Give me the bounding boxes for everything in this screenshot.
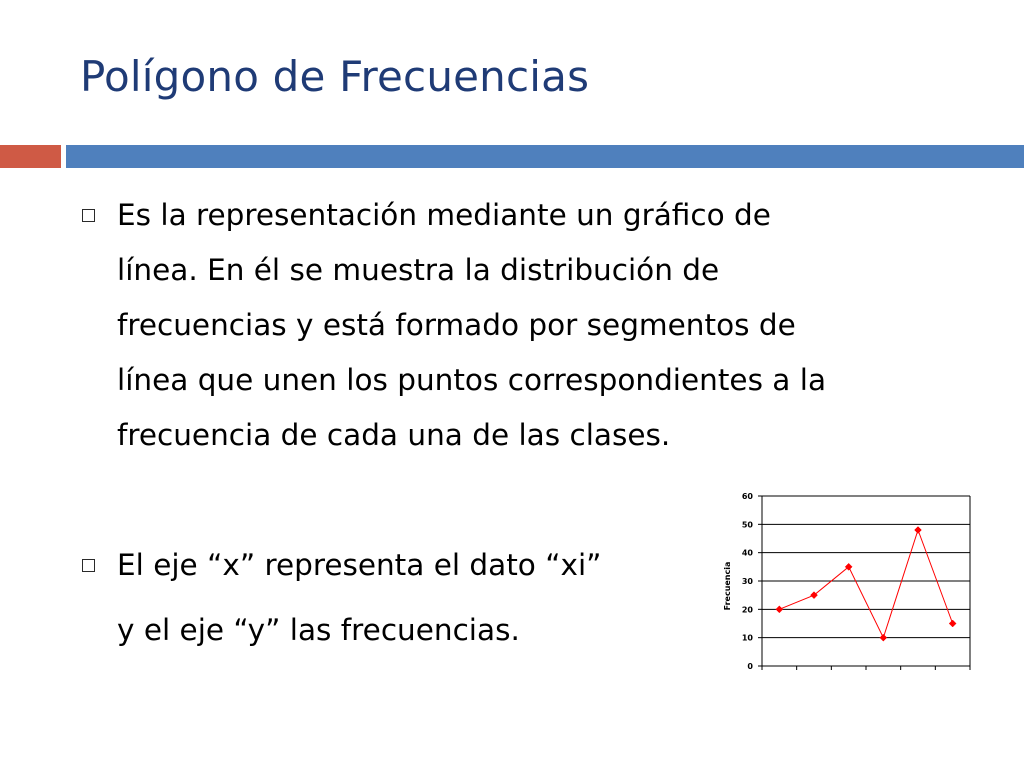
- y-tick-label: 60: [741, 492, 753, 501]
- bullet-1-line-4: línea que unen los puntos correspondientes a la: [117, 363, 827, 397]
- title-accent-bar-left: [0, 145, 61, 168]
- bullet-2-line-2: y el eje “y” las frecuencias.: [117, 613, 520, 647]
- y-tick-label: 50: [741, 520, 753, 530]
- bullet-1-line-3: frecuencias y está formado por segmentos de: [117, 308, 796, 342]
- title-accent-bar-right: [66, 145, 1024, 168]
- square-bullet-icon: [82, 559, 95, 572]
- data-point-marker: [915, 527, 922, 534]
- series-line: [779, 530, 952, 638]
- bullet-1-line-2: línea. En él se muestra la distribución de: [117, 253, 720, 287]
- chart-axes: [762, 496, 970, 670]
- bullet-1-line-1: Es la representación mediante un gráfico de: [117, 198, 771, 232]
- slide-title: Polígono de Frecuencias: [80, 52, 590, 101]
- y-tick-label: 20: [741, 605, 753, 615]
- y-tick-label: 10: [741, 633, 753, 643]
- y-tick-label: 40: [741, 548, 753, 558]
- y-tick-label: 0: [747, 662, 753, 671]
- square-bullet-icon: [82, 209, 95, 222]
- y-axis-title: Frecuencia: [723, 561, 732, 611]
- chart-series: [776, 527, 956, 642]
- frequency-polygon-chart: [718, 488, 978, 678]
- y-tick-label: 30: [741, 577, 753, 586]
- data-point-marker: [776, 606, 783, 613]
- chart-svg: [718, 488, 978, 678]
- bullet-1-line-5: frecuencia de cada una de las clases.: [117, 418, 671, 452]
- data-point-marker: [949, 620, 956, 627]
- data-point-marker: [880, 634, 887, 641]
- bullet-2-line-1: El eje “x” representa el dato “xi”: [117, 548, 602, 582]
